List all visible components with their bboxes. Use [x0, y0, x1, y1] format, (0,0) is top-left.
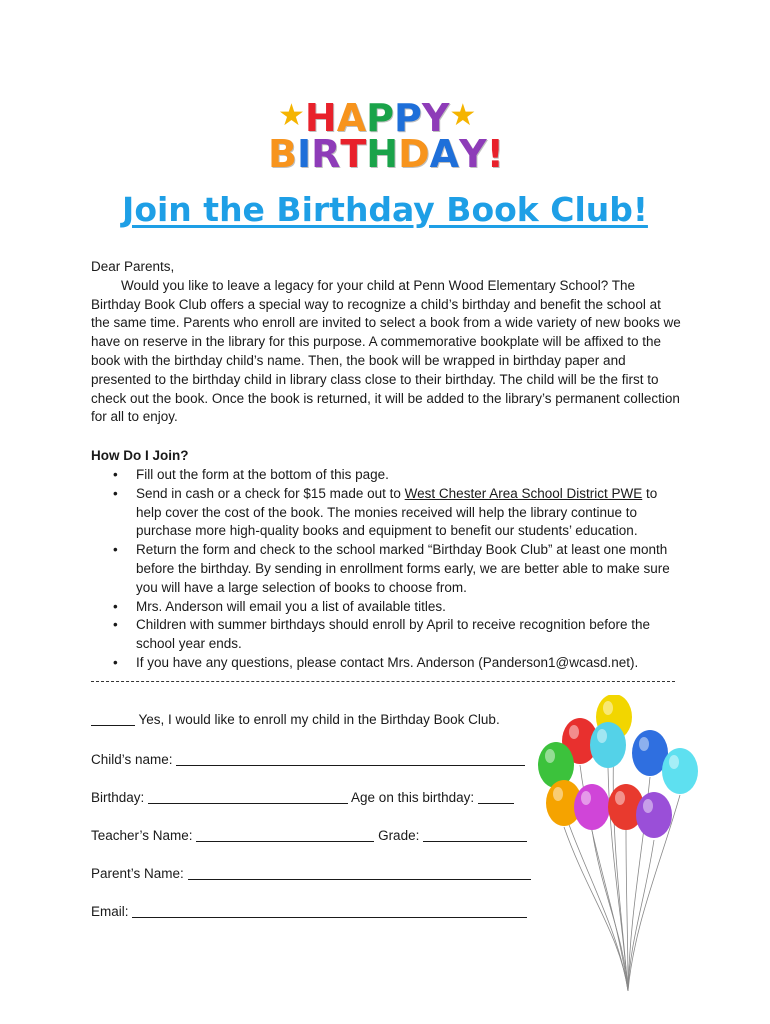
teacher-label: Teacher’s Name:: [91, 828, 197, 843]
balloon: [662, 748, 698, 794]
balloon: [574, 784, 610, 830]
email-field[interactable]: [132, 905, 527, 918]
balloon-highlight: [545, 749, 555, 763]
logo-letter: B: [268, 132, 297, 176]
balloon-highlight: [643, 799, 653, 813]
balloon-highlight: [597, 729, 607, 743]
list-item: • Children with summer birthdays should enroll by April to receive recognition before the school year ends.: [136, 616, 681, 654]
logo-letter: D: [398, 132, 430, 176]
star-icon: ★: [449, 98, 477, 133]
step-text: Send in cash or a check for $15 made out to: [136, 485, 405, 501]
logo-birthday-row: [268, 132, 504, 176]
age-field[interactable]: [478, 791, 514, 804]
birthday-row: [91, 790, 514, 805]
enroll-row: [91, 712, 500, 727]
balloon-group: [538, 695, 698, 838]
balloon-highlight: [569, 725, 579, 739]
list-item: • Return the form and check to the school marked “Birthday Book Club” at least one month before the birthday. By sending in enrollment forms early, we are better able to make sure you will have a large selection of books to choose from.: [136, 541, 681, 597]
page-title: Join the Birthday Book Club!: [122, 190, 648, 229]
how-to-join-list: [91, 466, 681, 673]
logo-letter: H: [304, 96, 337, 140]
letter-body: Would you like to leave a legacy for your child at Penn Wood Elementary School? The Birthday Book Club offers a special way to recognize a child’s birthday and benefit the school at the same time. Parents who enroll are invited to select a book from a wide variety of new books we have on reserve in the library for this purpose. A commemorative bookplate will be affixed to the book with the birthday child’s name. Then, the book will be wrapped in birthday paper and presented to the birthday child in library class close to their birthday. The child will be the first to check out the book. Once the book is returned, it will be added to the library’s permanent collection for all to enjoy.: [91, 277, 681, 425]
list-item: [136, 485, 681, 541]
balloon: [636, 792, 672, 838]
balloon-highlight: [615, 791, 625, 805]
child-name-field[interactable]: [176, 753, 525, 766]
teacher-row: [91, 828, 527, 843]
balloon-strings: [556, 742, 680, 991]
birthday-field[interactable]: [148, 791, 348, 804]
grade-field[interactable]: [423, 829, 527, 842]
balloons-illustration: [530, 695, 700, 995]
logo-letter: H: [366, 132, 399, 176]
birthday-label: Birthday:: [91, 790, 149, 805]
balloon: [590, 722, 626, 768]
logo-letter: Y: [459, 132, 487, 176]
cut-line-divider: [91, 681, 675, 682]
list-item: • If you have any questions, please contact Mrs. Anderson (Panderson1@wcasd.net).: [136, 654, 681, 673]
child-name-label: Child’s name:: [91, 752, 177, 767]
child-name-row: [91, 752, 525, 767]
how-to-join-heading: How Do I Join?: [91, 448, 189, 463]
balloon-highlight: [603, 701, 613, 715]
step-text: to help cover the cost of the book. The monies received will help the library continue to purchase more high-quality books and equipment to benefit our students’ education.: [136, 485, 658, 539]
grade-label: Grade:: [374, 828, 424, 843]
list-item: • Mrs. Anderson will email you a list of available titles.: [136, 598, 681, 617]
logo-letter: A: [336, 96, 367, 140]
salutation: Dear Parents,: [91, 259, 175, 274]
letter: [91, 258, 681, 427]
balloon-highlight: [669, 755, 679, 769]
logo-letter: T: [340, 132, 367, 176]
logo-letter: R: [311, 132, 341, 176]
logo-letter: P: [394, 96, 422, 140]
email-label: Email:: [91, 904, 133, 919]
enroll-checkbox-blank[interactable]: [91, 713, 135, 726]
balloon-highlight: [639, 737, 649, 751]
email-row: [91, 904, 527, 919]
happy-birthday-logo: [268, 96, 504, 178]
parent-label: Parent’s Name:: [91, 866, 188, 881]
payee-link[interactable]: West Chester Area School District PWE: [404, 485, 643, 501]
logo-letter: P: [366, 96, 394, 140]
balloon-highlight: [553, 787, 563, 801]
list-item: • Fill out the form at the bottom of this page.: [136, 466, 681, 485]
enroll-label: Yes, I would like to enroll my child in the Birthday Book Club.: [135, 712, 500, 727]
logo-letter: !: [486, 132, 504, 176]
logo-letter: Y: [421, 96, 450, 140]
logo-letter: I: [296, 132, 312, 176]
balloon-highlight: [581, 791, 591, 805]
age-label: Age on this birthday:: [348, 790, 478, 805]
parent-row: [91, 866, 531, 881]
star-icon: ★: [278, 98, 305, 133]
logo-letter: A: [429, 132, 460, 176]
parent-name-field[interactable]: [188, 867, 531, 880]
teacher-name-field[interactable]: [196, 829, 374, 842]
